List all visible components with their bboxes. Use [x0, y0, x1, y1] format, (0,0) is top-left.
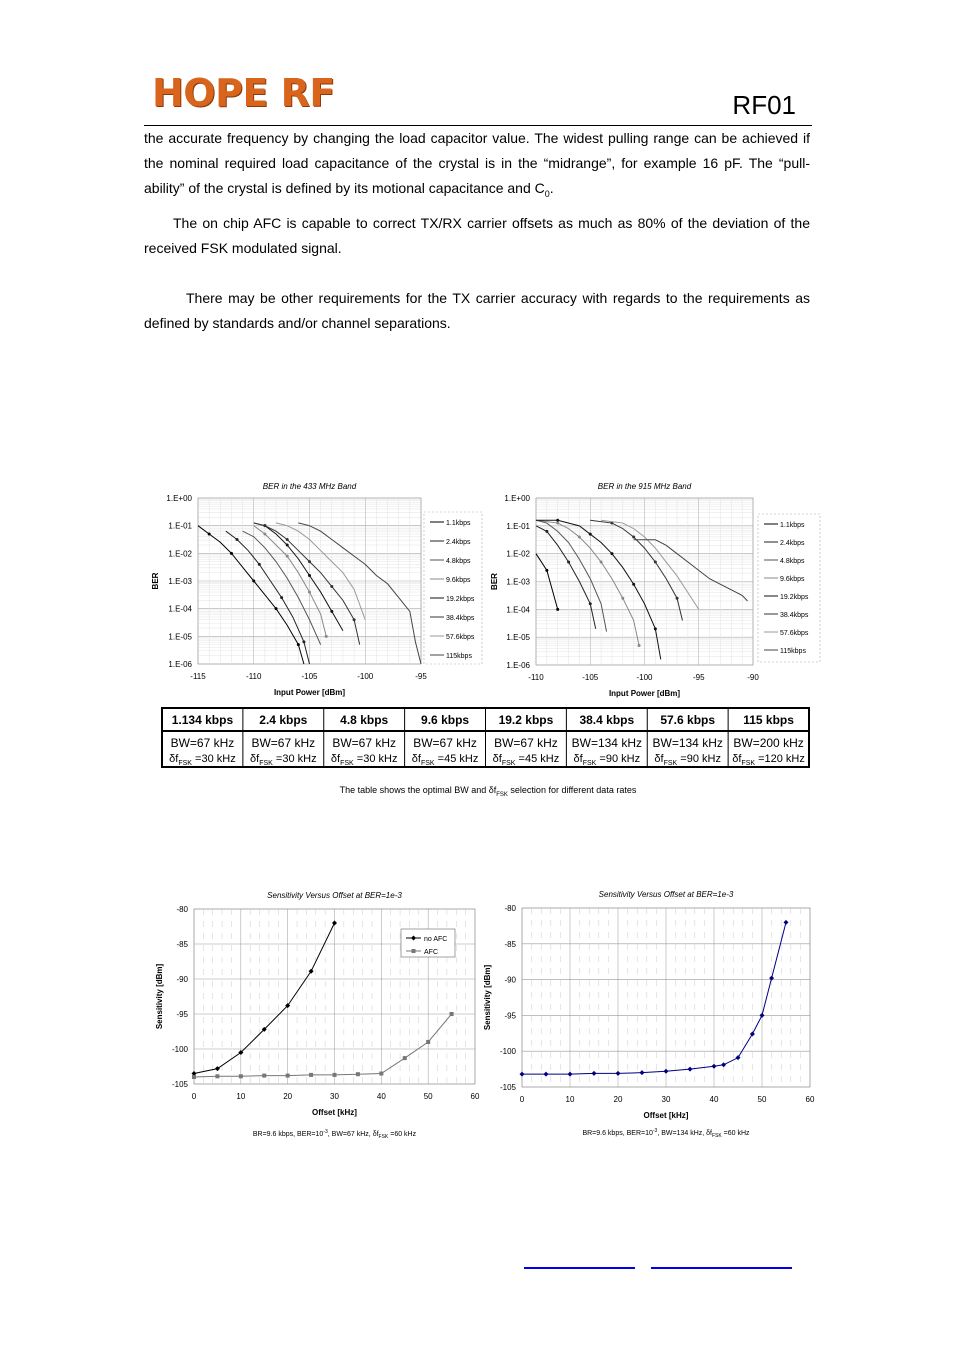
x-axis-label: Offset [kHz]: [643, 1111, 689, 1120]
series-line-4-8kbps: [243, 531, 321, 644]
data-point: [567, 561, 570, 564]
data-point: [286, 538, 289, 541]
chart-title: Sensitivity Versus Offset at BER=1e-3: [598, 890, 734, 899]
y-tick-label: 1.E-04: [168, 604, 192, 614]
df-subscript: FSK: [741, 760, 756, 767]
legend-entry: 19.2kbps: [780, 594, 809, 601]
df-symbol: δf: [654, 753, 664, 765]
x-axis-label: Offset [kHz]: [312, 1108, 357, 1117]
y-tick-label: 1.E-05: [168, 632, 192, 642]
data-point: [263, 532, 266, 535]
x-tick-label: 0: [191, 1092, 197, 1101]
data-point: [332, 921, 337, 926]
x-axis-label: Input Power [dBm]: [608, 689, 681, 698]
data-point: [688, 1067, 693, 1072]
data-point: [333, 1073, 337, 1077]
table-header-cell: 115 kbps: [743, 713, 794, 727]
df-symbol: δf: [492, 753, 502, 765]
data-point: [230, 552, 233, 555]
caption-end: =60 kHz: [721, 1130, 750, 1137]
df-subscript: FSK: [420, 760, 435, 767]
y-tick-label: -85: [176, 940, 188, 949]
y-axis-label: BER: [151, 572, 160, 590]
data-point: [258, 563, 261, 566]
y-tick-label: -105: [171, 1080, 188, 1089]
x-tick-label: 40: [376, 1092, 386, 1101]
data-point: [750, 1032, 755, 1037]
caption-subscript: FSK: [378, 1134, 389, 1140]
paragraph-end: .: [549, 180, 554, 196]
chart-title: Sensitivity Versus Offset at BER=1e-3: [267, 891, 402, 900]
y-axis-label: Sensitivity [dBm]: [155, 963, 164, 1030]
y-axis-label: Sensitivity [dBm]: [483, 964, 492, 1031]
y-axis-label: BER: [490, 573, 499, 590]
table-bw-cell: BW=134 kHz: [571, 736, 642, 750]
data-point: [309, 1073, 313, 1077]
y-tick-label: 1.E-02: [506, 549, 530, 559]
caption-superscript: -3: [652, 1128, 658, 1134]
y-tick-label: 1.E+00: [504, 494, 530, 503]
df-symbol: δf: [250, 753, 260, 765]
data-point: [769, 976, 774, 981]
data-point: [275, 607, 278, 610]
df-symbol: δf: [330, 753, 341, 765]
chart-title: BER in the 915 MHz Band: [597, 482, 692, 491]
table-bw-cell: BW=134 kHz: [652, 736, 723, 750]
link-underline-2[interactable]: [651, 1267, 792, 1269]
legend-entry: 1.1kbps: [780, 522, 805, 529]
data-point: [379, 1072, 383, 1076]
company-logo: HOPE RF: [152, 71, 335, 115]
data-point: [760, 1013, 765, 1018]
paragraph-afc: The on chip AFC is capable to correct TX/RX carrier offsets as much as 80% of the deviation of the received FSK modulated signal.: [144, 215, 810, 256]
x-tick-label: -95: [692, 673, 705, 682]
series-line-38-4kbps: [590, 520, 682, 620]
chart-title: BER in the 433 MHz Band: [262, 482, 357, 491]
x-tick-label: 40: [709, 1095, 719, 1104]
series-line-2-4kbps: [536, 526, 596, 629]
data-point: [632, 535, 635, 538]
df-subscript: FSK: [501, 760, 516, 767]
legend-entry: 38.4kbps: [446, 615, 475, 622]
caption-text: BR=9.6 kbps, BER=10: [582, 1130, 653, 1137]
x-tick-label: -105: [582, 673, 599, 682]
table-df-cell: [574, 753, 641, 767]
data-point: [520, 1072, 525, 1077]
data-point: [192, 1075, 196, 1079]
caption-middle: , BW=67 kHz, δf: [327, 1131, 379, 1138]
caption-subscript: FSK: [712, 1133, 722, 1139]
data-point: [556, 608, 559, 611]
legend-entry: 19.2kbps: [446, 596, 475, 603]
data-point: [616, 1071, 621, 1076]
data-point: [286, 1074, 290, 1078]
x-tick-label: 60: [805, 1095, 815, 1104]
legend-entry: 1.1kbps: [446, 520, 471, 527]
caption-middle: , BW=134 kHz, δf: [657, 1130, 712, 1137]
df-value: =90 kHz: [596, 753, 641, 765]
x-tick-label: 30: [330, 1092, 339, 1101]
df-value: =120 kHz: [755, 753, 805, 765]
y-tick-label: -100: [499, 1047, 516, 1057]
data-point: [592, 1071, 597, 1076]
legend-entry: 115kbps: [446, 653, 472, 660]
x-tick-label: -95: [415, 672, 427, 681]
data-point: [568, 1072, 573, 1077]
df-subscript: FSK: [663, 760, 678, 767]
df-symbol: δf: [411, 753, 421, 765]
legend-frame: [424, 512, 482, 664]
x-tick-label: -90: [747, 673, 759, 682]
table-bw-cell: BW=200 kHz: [733, 736, 804, 750]
subscript: 0: [544, 188, 550, 199]
data-point: [600, 561, 603, 564]
data-point: [308, 560, 311, 563]
table-header-cell: 57.6 kbps: [660, 713, 716, 727]
data-point: [426, 1040, 430, 1044]
link-underline-1[interactable]: [524, 1267, 635, 1269]
data-point: [676, 597, 679, 600]
series-line-afc: [194, 1014, 452, 1077]
paragraph-text: the accurate frequency by changing the load capacitor value. The widest pulling range can be achieved if the nominal required load capacitance of the crystal is in the “midrange”, for example 16 pF. The “pull-ability” of the crystal is defined by its motional capacitance and C: [144, 130, 810, 196]
y-tick-label: 1.E-03: [168, 577, 192, 586]
legend-entry: 38.4kbps: [780, 612, 809, 619]
df-value: =45 kHz: [434, 753, 479, 765]
data-point: [640, 1070, 645, 1075]
chart-caption: [253, 1129, 417, 1140]
data-point: [610, 552, 613, 555]
table-bw-cell: BW=67 kHz: [332, 736, 397, 750]
y-tick-label: 1.E-06: [506, 661, 530, 670]
legend-entry: 115kbps: [780, 648, 806, 655]
data-point: [239, 1074, 243, 1078]
x-tick-label: 60: [470, 1092, 480, 1101]
table-header-cell: 4.8 kbps: [340, 713, 389, 727]
data-point: [736, 1055, 741, 1060]
table-header-cell: 1.134 kbps: [171, 713, 234, 727]
y-tick-label: 1.E-05: [506, 633, 530, 643]
caption-subscript: FSK: [496, 792, 508, 798]
table-header-cell: 9.6 kbps: [421, 713, 470, 727]
data-point: [654, 561, 657, 564]
x-tick-label: 50: [757, 1095, 767, 1104]
data-point: [308, 591, 311, 594]
legend-entry: 57.6kbps: [780, 630, 809, 637]
data-point: [262, 1074, 266, 1078]
y-tick-label: -105: [499, 1083, 516, 1092]
x-tick-label: 10: [565, 1095, 575, 1104]
y-tick-label: -80: [504, 904, 516, 913]
data-point: [263, 524, 266, 527]
y-tick-label: -90: [504, 975, 516, 985]
data-point: [589, 533, 592, 536]
table-caption: [340, 785, 637, 798]
data-point: [654, 627, 657, 630]
y-tick-label: 1.E-06: [168, 660, 192, 669]
series-line-115kbps: [634, 540, 748, 601]
legend-entry: no AFC: [424, 936, 448, 943]
table-df-cell: [331, 753, 398, 767]
data-point: [353, 618, 356, 621]
data-point: [545, 569, 548, 572]
legend-entry: 4.8kbps: [446, 558, 471, 565]
table-df-cell: [654, 753, 721, 767]
df-symbol: δf: [169, 753, 179, 765]
y-tick-label: -80: [176, 905, 188, 914]
table-df-cell: [732, 753, 805, 767]
legend-entry: 2.4kbps: [780, 540, 805, 547]
legend-frame: [758, 514, 820, 662]
legend-entry: 9.6kbps: [446, 577, 471, 584]
data-point: [556, 519, 559, 522]
data-point: [280, 596, 283, 599]
df-subscript: FSK: [582, 760, 597, 767]
y-tick-label: -95: [504, 1011, 516, 1021]
table-df-cell: [250, 753, 317, 767]
caption-superscript: -3: [323, 1129, 328, 1135]
x-tick-label: -100: [357, 672, 374, 681]
df-value: =30 kHz: [191, 753, 236, 765]
data-point: [208, 532, 211, 535]
legend-entry: 9.6kbps: [780, 576, 805, 583]
table-bw-cell: BW=67 kHz: [251, 736, 316, 750]
data-point: [621, 597, 624, 600]
x-tick-label: 0: [519, 1095, 525, 1104]
data-point: [784, 920, 789, 925]
x-tick-label: -105: [301, 672, 318, 681]
y-tick-label: 1.E-03: [506, 577, 530, 587]
data-point: [721, 1062, 726, 1067]
x-tick-label: -110: [528, 673, 544, 682]
data-point: [664, 1069, 669, 1074]
y-tick-label: 1.E-01: [506, 521, 530, 531]
legend-marker: [412, 949, 416, 953]
paragraph-tx-accuracy: There may be other requirements for the TX carrier accuracy with regards to the requirements as defined by standards and/or channel separations.: [144, 290, 810, 331]
data-point: [286, 555, 289, 558]
y-tick-label: -85: [504, 939, 516, 949]
data-point: [556, 522, 559, 525]
data-point: [632, 583, 635, 586]
data-point: [236, 538, 239, 541]
data-point: [356, 1072, 360, 1076]
x-tick-label: 10: [236, 1092, 246, 1101]
series-line-no-afc: [194, 923, 335, 1074]
x-tick-label: 20: [283, 1092, 293, 1101]
table-header-cell: 2.4 kbps: [259, 713, 308, 727]
data-point: [330, 610, 333, 613]
legend-entry: 2.4kbps: [446, 539, 471, 546]
chart-caption: [582, 1128, 750, 1139]
y-tick-label: 1.E-01: [168, 521, 192, 531]
table-bw-cell: BW=67 kHz: [413, 736, 477, 750]
table-header-cell: 38.4 kbps: [579, 713, 635, 727]
y-tick-label: -100: [171, 1045, 188, 1054]
legend-entry: AFC: [424, 949, 438, 956]
caption-end: =60 kHz: [388, 1131, 417, 1138]
data-point: [252, 580, 255, 583]
legend-entry: 57.6kbps: [446, 634, 475, 641]
df-value: =30 kHz: [272, 753, 317, 765]
data-point: [308, 574, 311, 577]
table-bw-cell: BW=67 kHz: [494, 736, 558, 750]
df-value: =45 kHz: [515, 753, 560, 765]
data-point: [403, 1056, 407, 1060]
table-bw-cell: BW=67 kHz: [170, 736, 235, 750]
df-symbol: δf: [732, 753, 742, 765]
caption-text: BR=9.6 kbps, BER=10: [252, 1131, 324, 1138]
df-subscript: FSK: [340, 760, 354, 767]
x-tick-label: 20: [613, 1095, 623, 1104]
x-tick-label: -100: [636, 673, 653, 682]
x-tick-label: -115: [190, 672, 206, 681]
caption-text: The table shows the optimal BW and δf: [339, 785, 497, 795]
data-point: [286, 544, 289, 547]
x-tick-label: -110: [246, 672, 262, 681]
legend-entry: 4.8kbps: [780, 558, 805, 565]
data-point: [215, 1074, 219, 1078]
caption-end: selection for different data rates: [507, 785, 637, 795]
data-point: [712, 1064, 717, 1069]
data-point: [589, 602, 592, 605]
data-point: [544, 1072, 549, 1077]
model-number: RF01: [732, 90, 796, 120]
y-tick-label: -90: [176, 975, 188, 984]
df-value: =30 kHz: [353, 753, 398, 765]
data-point: [638, 644, 641, 647]
data-point: [578, 535, 581, 538]
data-point: [450, 1012, 454, 1016]
table-df-cell: [412, 753, 479, 767]
data-point: [302, 640, 305, 643]
y-tick-label: 1.E+00: [166, 494, 192, 503]
x-tick-label: 30: [661, 1095, 671, 1104]
df-value: =90 kHz: [677, 753, 721, 765]
y-tick-label: 1.E-04: [506, 605, 530, 615]
df-symbol: δf: [573, 753, 583, 765]
table-header-cell: 19.2 kbps: [498, 713, 554, 727]
df-subscript: FSK: [259, 760, 273, 767]
df-subscript: FSK: [178, 760, 192, 767]
data-point: [330, 585, 333, 588]
x-axis-label: Input Power [dBm]: [273, 688, 346, 697]
table-df-cell: [493, 753, 560, 767]
data-point: [545, 530, 548, 533]
x-tick-label: 50: [423, 1092, 433, 1101]
y-tick-label: 1.E-02: [168, 549, 192, 559]
data-point: [297, 643, 300, 646]
y-tick-label: -95: [176, 1010, 188, 1019]
data-point: [325, 635, 328, 638]
table-df-cell: [169, 753, 236, 767]
